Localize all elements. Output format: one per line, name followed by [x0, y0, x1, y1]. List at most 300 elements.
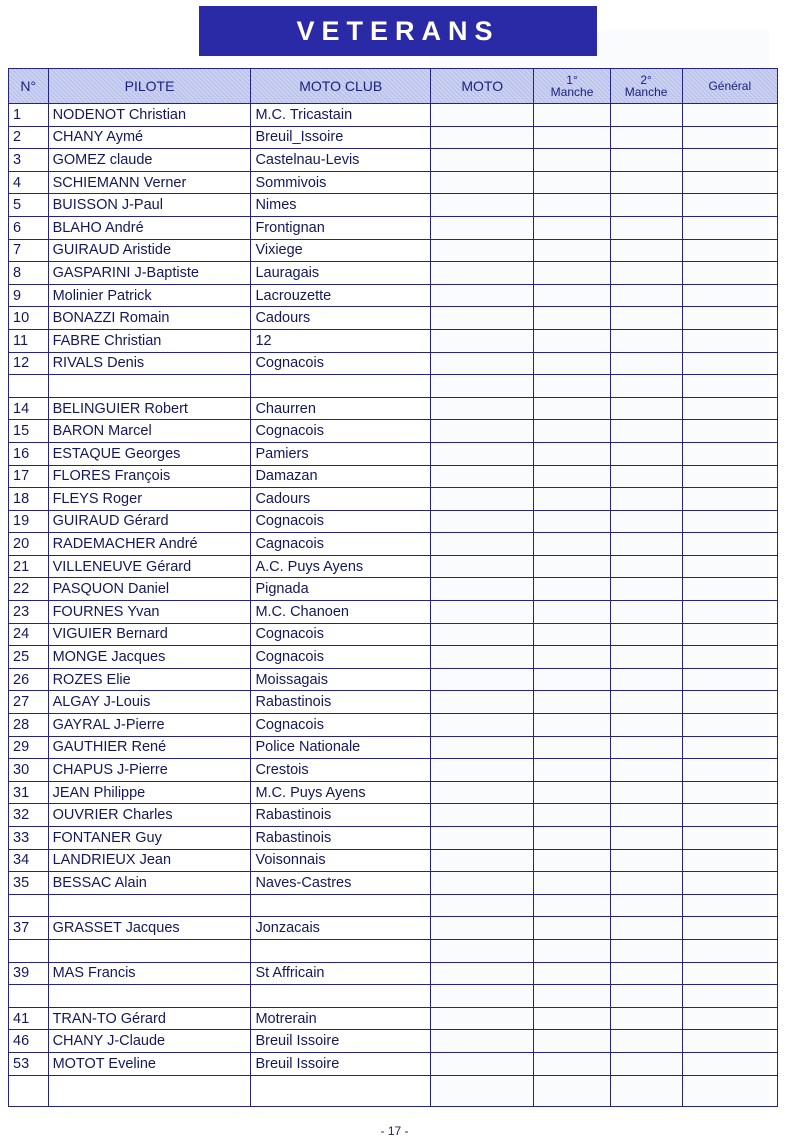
cell-general [682, 375, 777, 398]
cell-general [682, 714, 777, 737]
cell-manche-1 [534, 827, 610, 850]
table-row [9, 827, 778, 850]
cell-general [682, 216, 777, 239]
cell-moto [431, 533, 534, 556]
cell-moto [431, 601, 534, 624]
cell-no [9, 985, 49, 1008]
table-row [9, 307, 778, 330]
cell-pilote [48, 985, 251, 1008]
cell-moto-club: Vixiege [251, 239, 431, 262]
cell-manche-2 [610, 939, 682, 962]
header-pilote: PILOTE [48, 69, 251, 104]
cell-no: 12 [9, 352, 49, 375]
table-row [9, 1052, 778, 1075]
cell-manche-1 [534, 284, 610, 307]
cell-moto-club: Cadours [251, 307, 431, 330]
cell-moto [431, 262, 534, 285]
cell-moto-club: Damazan [251, 465, 431, 488]
table-row [9, 872, 778, 895]
cell-manche-1 [534, 691, 610, 714]
page-number: - 17 - [380, 1124, 409, 1138]
cell-no: 41 [9, 1007, 49, 1030]
cell-manche-1 [534, 352, 610, 375]
cell-moto [431, 1075, 534, 1106]
cell-general [682, 804, 777, 827]
cell-general [682, 1052, 777, 1075]
cell-pilote [48, 1075, 251, 1106]
cell-no: 1 [9, 104, 49, 127]
cell-manche-2 [610, 329, 682, 352]
cell-manche-2 [610, 759, 682, 782]
cell-pilote: GASPARINI J-Baptiste [48, 262, 251, 285]
cell-moto [431, 171, 534, 194]
cell-pilote: MOTOT Eveline [48, 1052, 251, 1075]
cell-moto [431, 149, 534, 172]
cell-pilote: FLEYS Roger [48, 488, 251, 511]
cell-no: 39 [9, 962, 49, 985]
cell-no: 31 [9, 781, 49, 804]
cell-general [682, 827, 777, 850]
header-manche-1-label: Manche [550, 85, 594, 99]
cell-moto [431, 646, 534, 669]
cell-no: 53 [9, 1052, 49, 1075]
cell-manche-2 [610, 284, 682, 307]
cell-manche-2 [610, 714, 682, 737]
cell-moto-club: Sommivois [251, 171, 431, 194]
cell-moto [431, 781, 534, 804]
cell-moto [431, 736, 534, 759]
cell-manche-2 [610, 804, 682, 827]
cell-pilote [48, 375, 251, 398]
cell-moto-club: M.C. Puys Ayens [251, 781, 431, 804]
cell-moto [431, 827, 534, 850]
cell-moto [431, 804, 534, 827]
cell-pilote: NODENOT Christian [48, 104, 251, 127]
cell-pilote: BARON Marcel [48, 420, 251, 443]
cell-moto-club: 12 [251, 329, 431, 352]
cell-general [682, 262, 777, 285]
cell-no: 32 [9, 804, 49, 827]
cell-manche-2 [610, 104, 682, 127]
cell-pilote: GAUTHIER René [48, 736, 251, 759]
table-row [9, 1030, 778, 1053]
cell-pilote: ROZES Elie [48, 668, 251, 691]
cell-manche-2 [610, 465, 682, 488]
cell-manche-2 [610, 1075, 682, 1106]
cell-moto-club: Cognacois [251, 510, 431, 533]
cell-general [682, 578, 777, 601]
table-row [9, 736, 778, 759]
table-row [9, 239, 778, 262]
cell-general [682, 962, 777, 985]
cell-manche-1 [534, 804, 610, 827]
cell-general [682, 352, 777, 375]
header-manche-1-number: 1° [566, 73, 578, 87]
cell-manche-2 [610, 894, 682, 917]
cell-no: 24 [9, 623, 49, 646]
cell-manche-2 [610, 985, 682, 1008]
cell-pilote [48, 939, 251, 962]
cell-moto-club: Lacrouzette [251, 284, 431, 307]
table-row [9, 759, 778, 782]
cell-no: 6 [9, 216, 49, 239]
cell-pilote: BESSAC Alain [48, 872, 251, 895]
cell-pilote: CHANY Aymé [48, 126, 251, 149]
results-table [8, 68, 778, 1107]
cell-manche-1 [534, 149, 610, 172]
table-row [9, 849, 778, 872]
table-row [9, 488, 778, 511]
cell-moto [431, 510, 534, 533]
table-row [9, 781, 778, 804]
header-manche-2-label: Manche [624, 85, 668, 99]
cell-manche-1 [534, 442, 610, 465]
header-no: N° [9, 69, 49, 104]
cell-moto-club: A.C. Puys Ayens [251, 555, 431, 578]
cell-manche-1 [534, 646, 610, 669]
cell-general [682, 1075, 777, 1106]
cell-pilote: ESTAQUE Georges [48, 442, 251, 465]
cell-pilote: RIVALS Denis [48, 352, 251, 375]
cell-general [682, 736, 777, 759]
cell-moto [431, 239, 534, 262]
cell-moto-club: Frontignan [251, 216, 431, 239]
cell-general [682, 872, 777, 895]
cell-manche-2 [610, 239, 682, 262]
cell-manche-1 [534, 262, 610, 285]
table-row [9, 194, 778, 217]
cell-general [682, 623, 777, 646]
cell-no: 7 [9, 239, 49, 262]
table-row [9, 465, 778, 488]
cell-no: 30 [9, 759, 49, 782]
cell-manche-2 [610, 1030, 682, 1053]
cell-general [682, 397, 777, 420]
table-row [9, 352, 778, 375]
cell-manche-1 [534, 555, 610, 578]
cell-general [682, 329, 777, 352]
title-banner [199, 6, 597, 56]
cell-pilote: MONGE Jacques [48, 646, 251, 669]
cell-moto [431, 442, 534, 465]
cell-manche-1 [534, 465, 610, 488]
cell-moto-club: Lauragais [251, 262, 431, 285]
cell-no: 17 [9, 465, 49, 488]
cell-manche-1 [534, 126, 610, 149]
cell-moto [431, 555, 534, 578]
cell-manche-1 [534, 1007, 610, 1030]
cell-moto [431, 759, 534, 782]
cell-manche-1 [534, 1075, 610, 1106]
cell-manche-2 [610, 510, 682, 533]
cell-manche-2 [610, 555, 682, 578]
cell-general [682, 601, 777, 624]
cell-manche-2 [610, 872, 682, 895]
cell-manche-1 [534, 623, 610, 646]
cell-manche-1 [534, 759, 610, 782]
table-row [9, 149, 778, 172]
cell-moto-club: Moissagais [251, 668, 431, 691]
cell-pilote [48, 894, 251, 917]
cell-pilote: VILLENEUVE Gérard [48, 555, 251, 578]
cell-moto-club: Jonzacais [251, 917, 431, 940]
cell-manche-2 [610, 781, 682, 804]
cell-pilote: JEAN Philippe [48, 781, 251, 804]
cell-moto-club: Motrerain [251, 1007, 431, 1030]
cell-manche-1 [534, 894, 610, 917]
table-row [9, 939, 778, 962]
table-row [9, 375, 778, 398]
cell-moto [431, 917, 534, 940]
cell-manche-1 [534, 488, 610, 511]
cell-moto [431, 849, 534, 872]
table-row [9, 804, 778, 827]
cell-no: 26 [9, 668, 49, 691]
cell-moto-club: Rabastinois [251, 827, 431, 850]
cell-manche-2 [610, 194, 682, 217]
cell-moto [431, 691, 534, 714]
cell-pilote: GUIRAUD Aristide [48, 239, 251, 262]
cell-general [682, 307, 777, 330]
cell-moto-club: Police Nationale [251, 736, 431, 759]
cell-moto [431, 623, 534, 646]
cell-general [682, 849, 777, 872]
cell-general [682, 510, 777, 533]
cell-general [682, 488, 777, 511]
cell-pilote: BLAHO André [48, 216, 251, 239]
cell-general [682, 985, 777, 1008]
cell-moto [431, 307, 534, 330]
table-row [9, 397, 778, 420]
header-moto-club: MOTO CLUB [251, 69, 431, 104]
cell-no: 33 [9, 827, 49, 850]
cell-no: 22 [9, 578, 49, 601]
table-row [9, 126, 778, 149]
cell-manche-2 [610, 827, 682, 850]
table-row [9, 1007, 778, 1030]
cell-moto [431, 465, 534, 488]
cell-moto-club: Castelnau-Levis [251, 149, 431, 172]
cell-manche-2 [610, 691, 682, 714]
cell-moto [431, 985, 534, 1008]
cell-no: 15 [9, 420, 49, 443]
cell-moto-club [251, 939, 431, 962]
cell-manche-1 [534, 668, 610, 691]
cell-manche-1 [534, 1052, 610, 1075]
cell-moto-club: Pamiers [251, 442, 431, 465]
cell-moto [431, 284, 534, 307]
table-row [9, 578, 778, 601]
cell-manche-2 [610, 601, 682, 624]
cell-moto-club: Cadours [251, 488, 431, 511]
table-row [9, 510, 778, 533]
cell-no: 37 [9, 917, 49, 940]
cell-manche-2 [610, 578, 682, 601]
cell-no: 20 [9, 533, 49, 556]
cell-no: 11 [9, 329, 49, 352]
cell-manche-1 [534, 736, 610, 759]
cell-general [682, 104, 777, 127]
cell-manche-2 [610, 646, 682, 669]
cell-moto [431, 1052, 534, 1075]
cell-no: 18 [9, 488, 49, 511]
cell-moto [431, 1007, 534, 1030]
cell-pilote: VIGUIER Bernard [48, 623, 251, 646]
cell-moto-club: M.C. Chanoen [251, 601, 431, 624]
cell-manche-1 [534, 510, 610, 533]
table-row [9, 442, 778, 465]
header-row [9, 69, 778, 104]
cell-manche-2 [610, 736, 682, 759]
cell-manche-1 [534, 939, 610, 962]
cell-manche-2 [610, 1007, 682, 1030]
cell-pilote: LANDRIEUX Jean [48, 849, 251, 872]
cell-pilote: MAS Francis [48, 962, 251, 985]
cell-manche-2 [610, 126, 682, 149]
cell-general [682, 646, 777, 669]
cell-manche-1 [534, 329, 610, 352]
table-row [9, 216, 778, 239]
cell-manche-1 [534, 917, 610, 940]
cell-no: 29 [9, 736, 49, 759]
cell-moto [431, 714, 534, 737]
cell-pilote: GRASSET Jacques [48, 917, 251, 940]
header-manche-1 [534, 69, 610, 104]
page-title: VETERANS [296, 15, 500, 46]
table-row [9, 894, 778, 917]
cell-pilote: PASQUON Daniel [48, 578, 251, 601]
cell-no: 25 [9, 646, 49, 669]
cell-moto-club [251, 985, 431, 1008]
cell-no: 16 [9, 442, 49, 465]
cell-pilote: CHANY J-Claude [48, 1030, 251, 1053]
cell-moto-club: Cognacois [251, 420, 431, 443]
cell-manche-1 [534, 781, 610, 804]
cell-moto-club: Nimes [251, 194, 431, 217]
cell-general [682, 194, 777, 217]
cell-manche-2 [610, 307, 682, 330]
cell-moto-club [251, 894, 431, 917]
cell-no: 8 [9, 262, 49, 285]
cell-moto [431, 397, 534, 420]
cell-general [682, 1030, 777, 1053]
cell-manche-2 [610, 375, 682, 398]
cell-no: 23 [9, 601, 49, 624]
cell-general [682, 465, 777, 488]
cell-pilote: GUIRAUD Gérard [48, 510, 251, 533]
cell-manche-2 [610, 1052, 682, 1075]
cell-manche-2 [610, 668, 682, 691]
cell-manche-2 [610, 171, 682, 194]
cell-manche-1 [534, 397, 610, 420]
cell-moto-club: Voisonnais [251, 849, 431, 872]
cell-moto-club: St Affricain [251, 962, 431, 985]
cell-moto-club: Breuil Issoire [251, 1030, 431, 1053]
cell-manche-1 [534, 171, 610, 194]
cell-general [682, 442, 777, 465]
cell-moto-club: Cognacois [251, 623, 431, 646]
table-row [9, 171, 778, 194]
header-manche-2 [610, 69, 682, 104]
cell-general [682, 149, 777, 172]
cell-manche-1 [534, 872, 610, 895]
cell-manche-2 [610, 262, 682, 285]
cell-manche-2 [610, 488, 682, 511]
table-row [9, 623, 778, 646]
cell-general [682, 126, 777, 149]
cell-manche-1 [534, 216, 610, 239]
cell-manche-2 [610, 623, 682, 646]
cell-no: 46 [9, 1030, 49, 1053]
cell-moto-club [251, 375, 431, 398]
table-row [9, 329, 778, 352]
cell-general [682, 894, 777, 917]
cell-no: 4 [9, 171, 49, 194]
cell-pilote: CHAPUS J-Pierre [48, 759, 251, 782]
cell-no: 19 [9, 510, 49, 533]
cell-general [682, 939, 777, 962]
cell-pilote: BUISSON J-Paul [48, 194, 251, 217]
cell-manche-1 [534, 1030, 610, 1053]
cell-general [682, 691, 777, 714]
cell-general [682, 555, 777, 578]
cell-moto-club: Breuil_Issoire [251, 126, 431, 149]
cell-manche-2 [610, 397, 682, 420]
cell-manche-1 [534, 714, 610, 737]
cell-pilote: SCHIEMANN Verner [48, 171, 251, 194]
cell-manche-2 [610, 216, 682, 239]
cell-moto-club [251, 1075, 431, 1106]
cell-no: 10 [9, 307, 49, 330]
cell-pilote: BONAZZI Romain [48, 307, 251, 330]
cell-moto-club: Cognacois [251, 352, 431, 375]
cell-no: 35 [9, 872, 49, 895]
table-row [9, 646, 778, 669]
table-row [9, 668, 778, 691]
cell-no: 9 [9, 284, 49, 307]
cell-general [682, 668, 777, 691]
cell-moto-club: Crestois [251, 759, 431, 782]
table-row [9, 601, 778, 624]
header-manche-2-number: 2° [640, 73, 652, 87]
cell-no: 27 [9, 691, 49, 714]
cell-no: 3 [9, 149, 49, 172]
cell-general [682, 533, 777, 556]
cell-moto [431, 578, 534, 601]
cell-pilote: FLORES François [48, 465, 251, 488]
header-general: Général [682, 69, 777, 104]
cell-moto-club: M.C. Tricastain [251, 104, 431, 127]
cell-moto [431, 488, 534, 511]
cell-pilote: BELINGUIER Robert [48, 397, 251, 420]
cell-moto [431, 194, 534, 217]
table-row [9, 555, 778, 578]
cell-manche-2 [610, 149, 682, 172]
cell-no: 14 [9, 397, 49, 420]
cell-general [682, 781, 777, 804]
cell-manche-1 [534, 375, 610, 398]
cell-no: 34 [9, 849, 49, 872]
table-row [9, 284, 778, 307]
cell-manche-2 [610, 352, 682, 375]
cell-moto [431, 668, 534, 691]
cell-moto-club: Cognacois [251, 646, 431, 669]
cell-general [682, 759, 777, 782]
cell-manche-1 [534, 849, 610, 872]
table-row [9, 104, 778, 127]
cell-moto-club: Breuil Issoire [251, 1052, 431, 1075]
cell-moto-club: Pignada [251, 578, 431, 601]
